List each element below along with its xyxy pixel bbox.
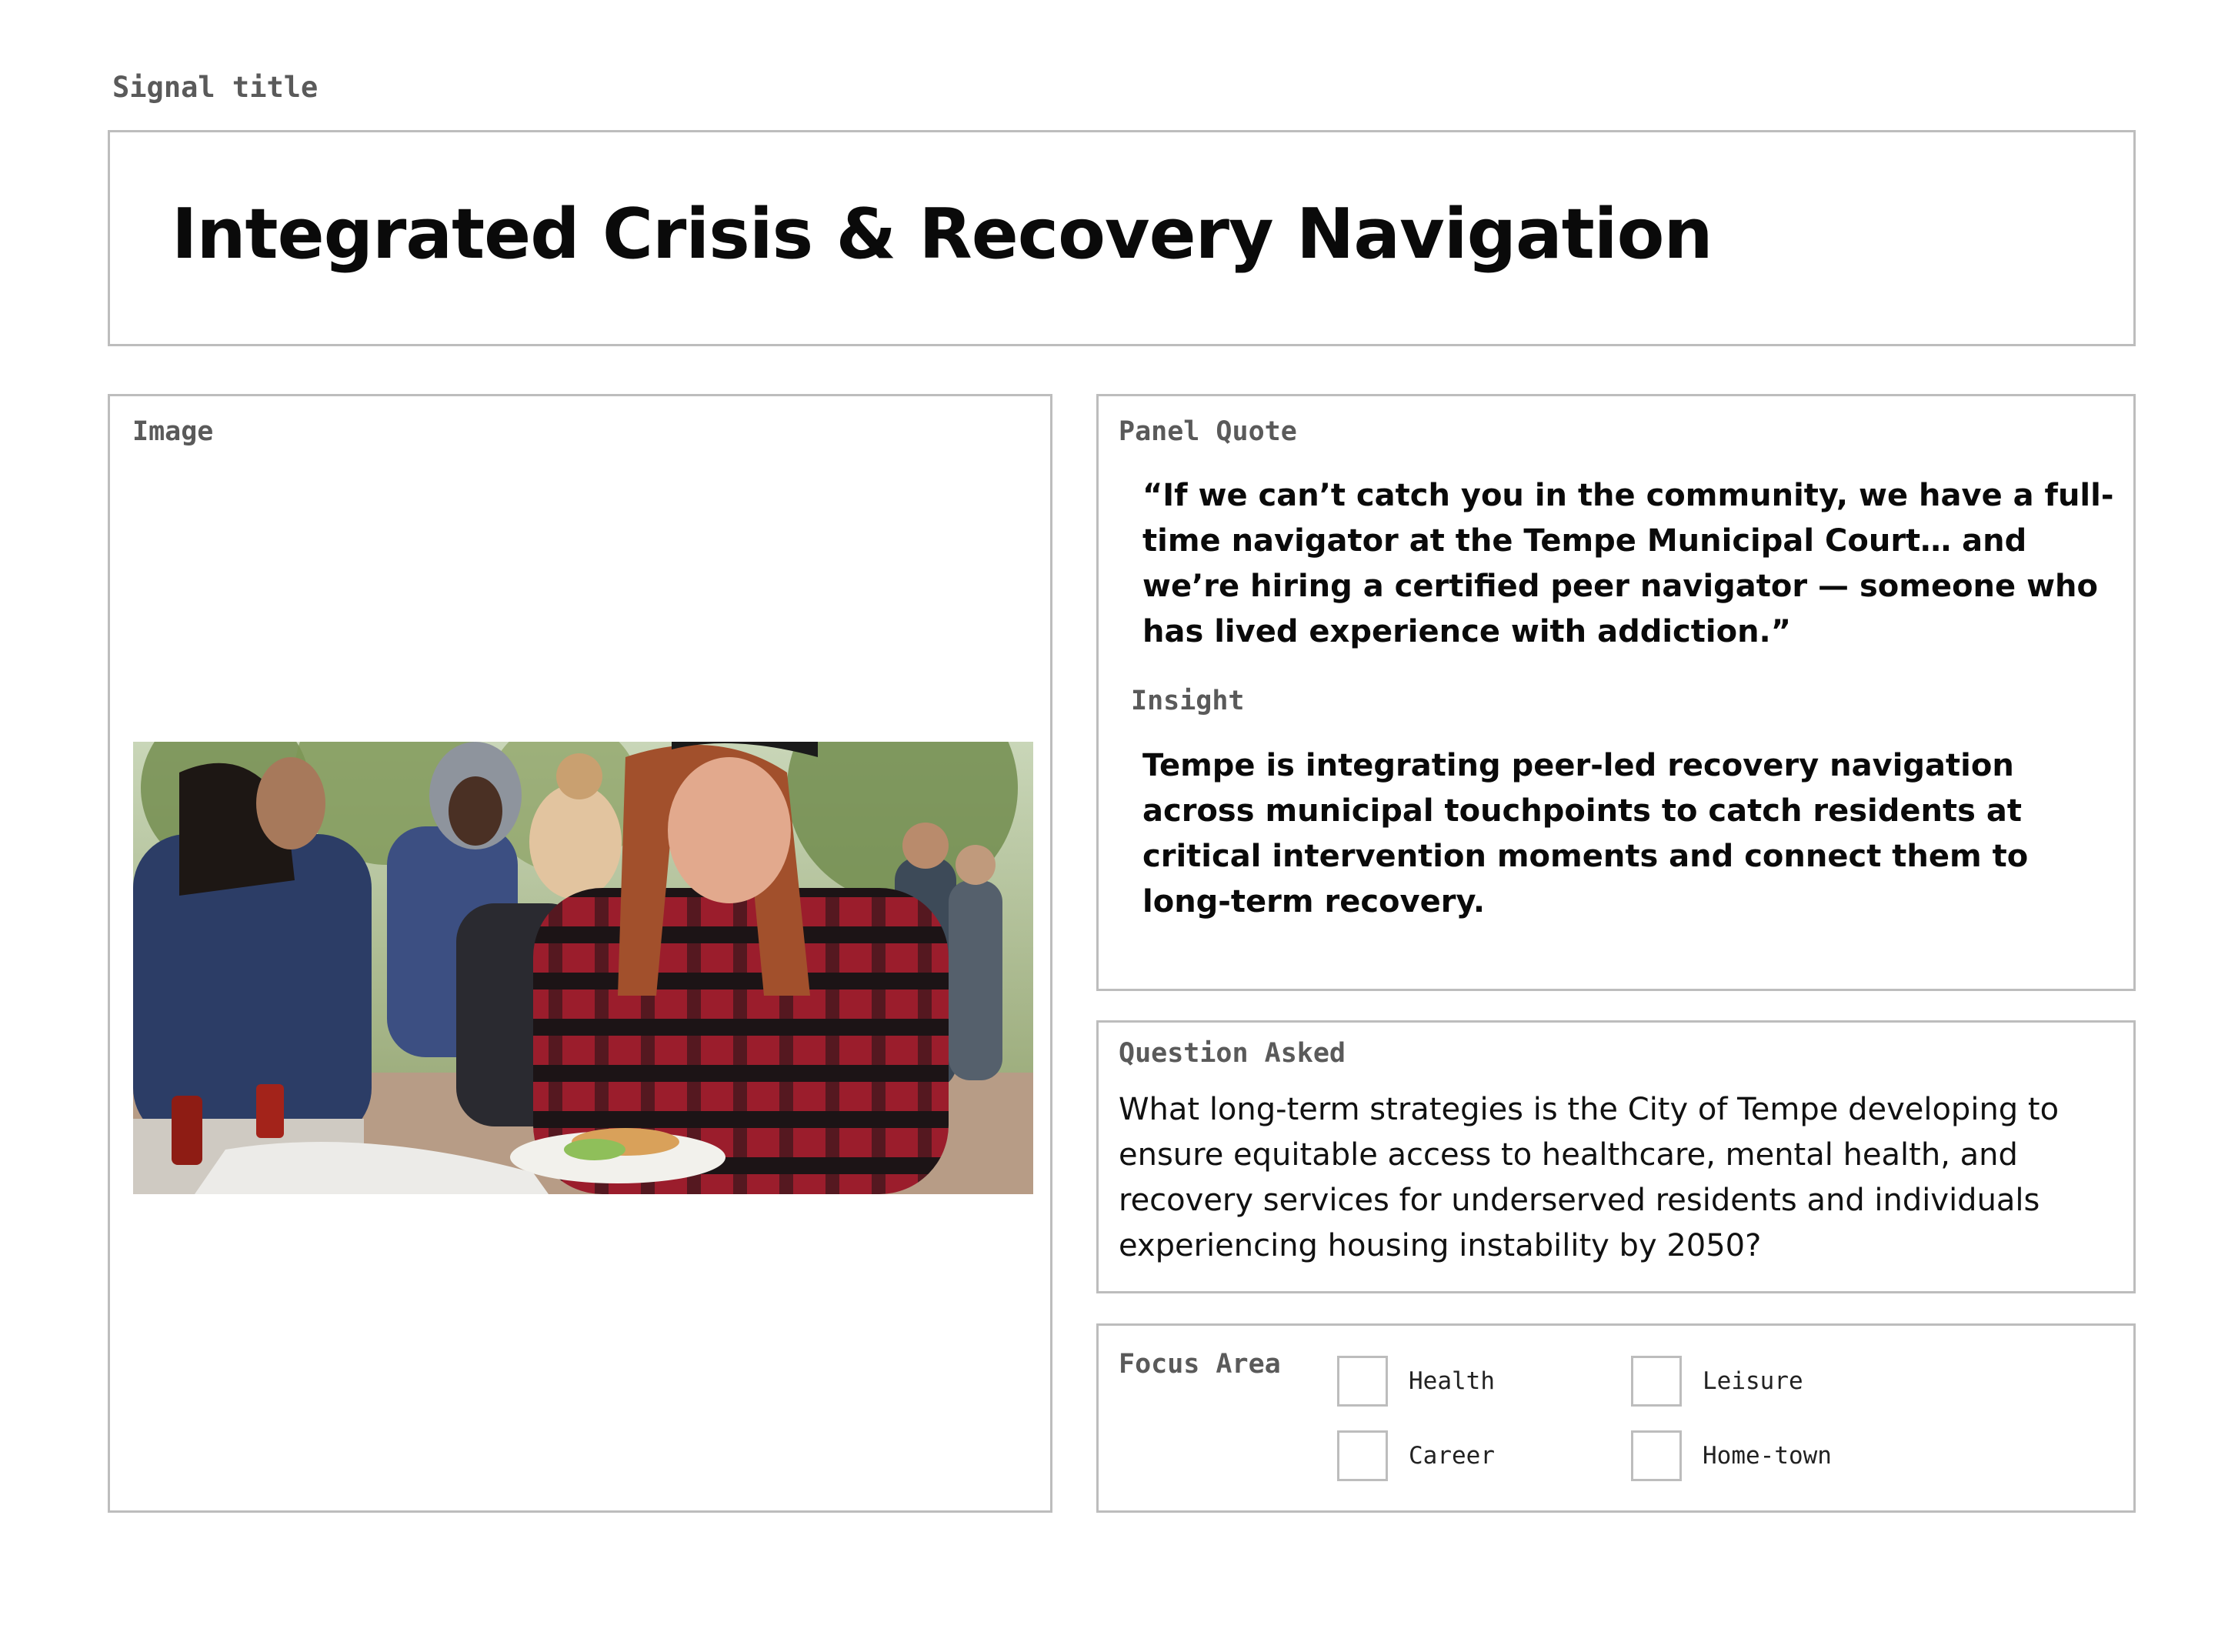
- question-asked-label: Question Asked: [1119, 1038, 1346, 1069]
- career-checkbox[interactable]: [1337, 1430, 1388, 1481]
- career-checkbox-label: Career: [1409, 1442, 1495, 1470]
- focus-option-career[interactable]: [1337, 1430, 1495, 1481]
- panel-quote-box: [1096, 394, 2136, 991]
- home-town-checkbox-label: Home-town: [1703, 1442, 1832, 1470]
- insight-label: Insight: [1131, 686, 1245, 716]
- signal-title-label: Signal title: [112, 71, 319, 104]
- health-checkbox[interactable]: [1337, 1356, 1388, 1407]
- panel-quote-label: Panel Quote: [1119, 416, 1297, 447]
- leisure-checkbox[interactable]: [1631, 1356, 1682, 1407]
- focus-option-leisure[interactable]: [1631, 1356, 1803, 1407]
- image-panel-label: Image: [132, 416, 214, 447]
- image-panel: [108, 394, 1052, 1513]
- focus-area-label: Focus Area: [1119, 1349, 1281, 1380]
- focus-option-health[interactable]: [1337, 1356, 1495, 1407]
- focus-option-home-town[interactable]: [1631, 1430, 1832, 1481]
- insight-text: Tempe is integrating peer-led recovery navigation across municipal touchpoints to catch residents at critical intervention moments and connect them to long-term recovery.: [1142, 748, 2029, 919]
- health-checkbox-label: Health: [1409, 1367, 1495, 1395]
- panel-quote-text: “If we can’t catch you in the community, we have a full-time navigator at the Tempe Municipal Court… and we’re hiring a certified peer navigator — someone who has lived experience with addiction.”: [1142, 478, 2114, 649]
- signal-title-box: [108, 130, 2136, 346]
- home-town-checkbox[interactable]: [1631, 1430, 1682, 1481]
- page-title: Integrated Crisis & Recovery Navigation: [172, 194, 1713, 275]
- photo: [133, 742, 1033, 1194]
- question-asked-text: What long-term strategies is the City of Tempe developing to ensure equitable access to healthcare, mental health, and recovery services for underserved residents and individuals experiencing housing instability by 2050?: [1119, 1092, 2060, 1263]
- question-asked-box: [1096, 1020, 2136, 1293]
- leisure-checkbox-label: Leisure: [1703, 1367, 1803, 1395]
- focus-area-box: [1096, 1323, 2136, 1513]
